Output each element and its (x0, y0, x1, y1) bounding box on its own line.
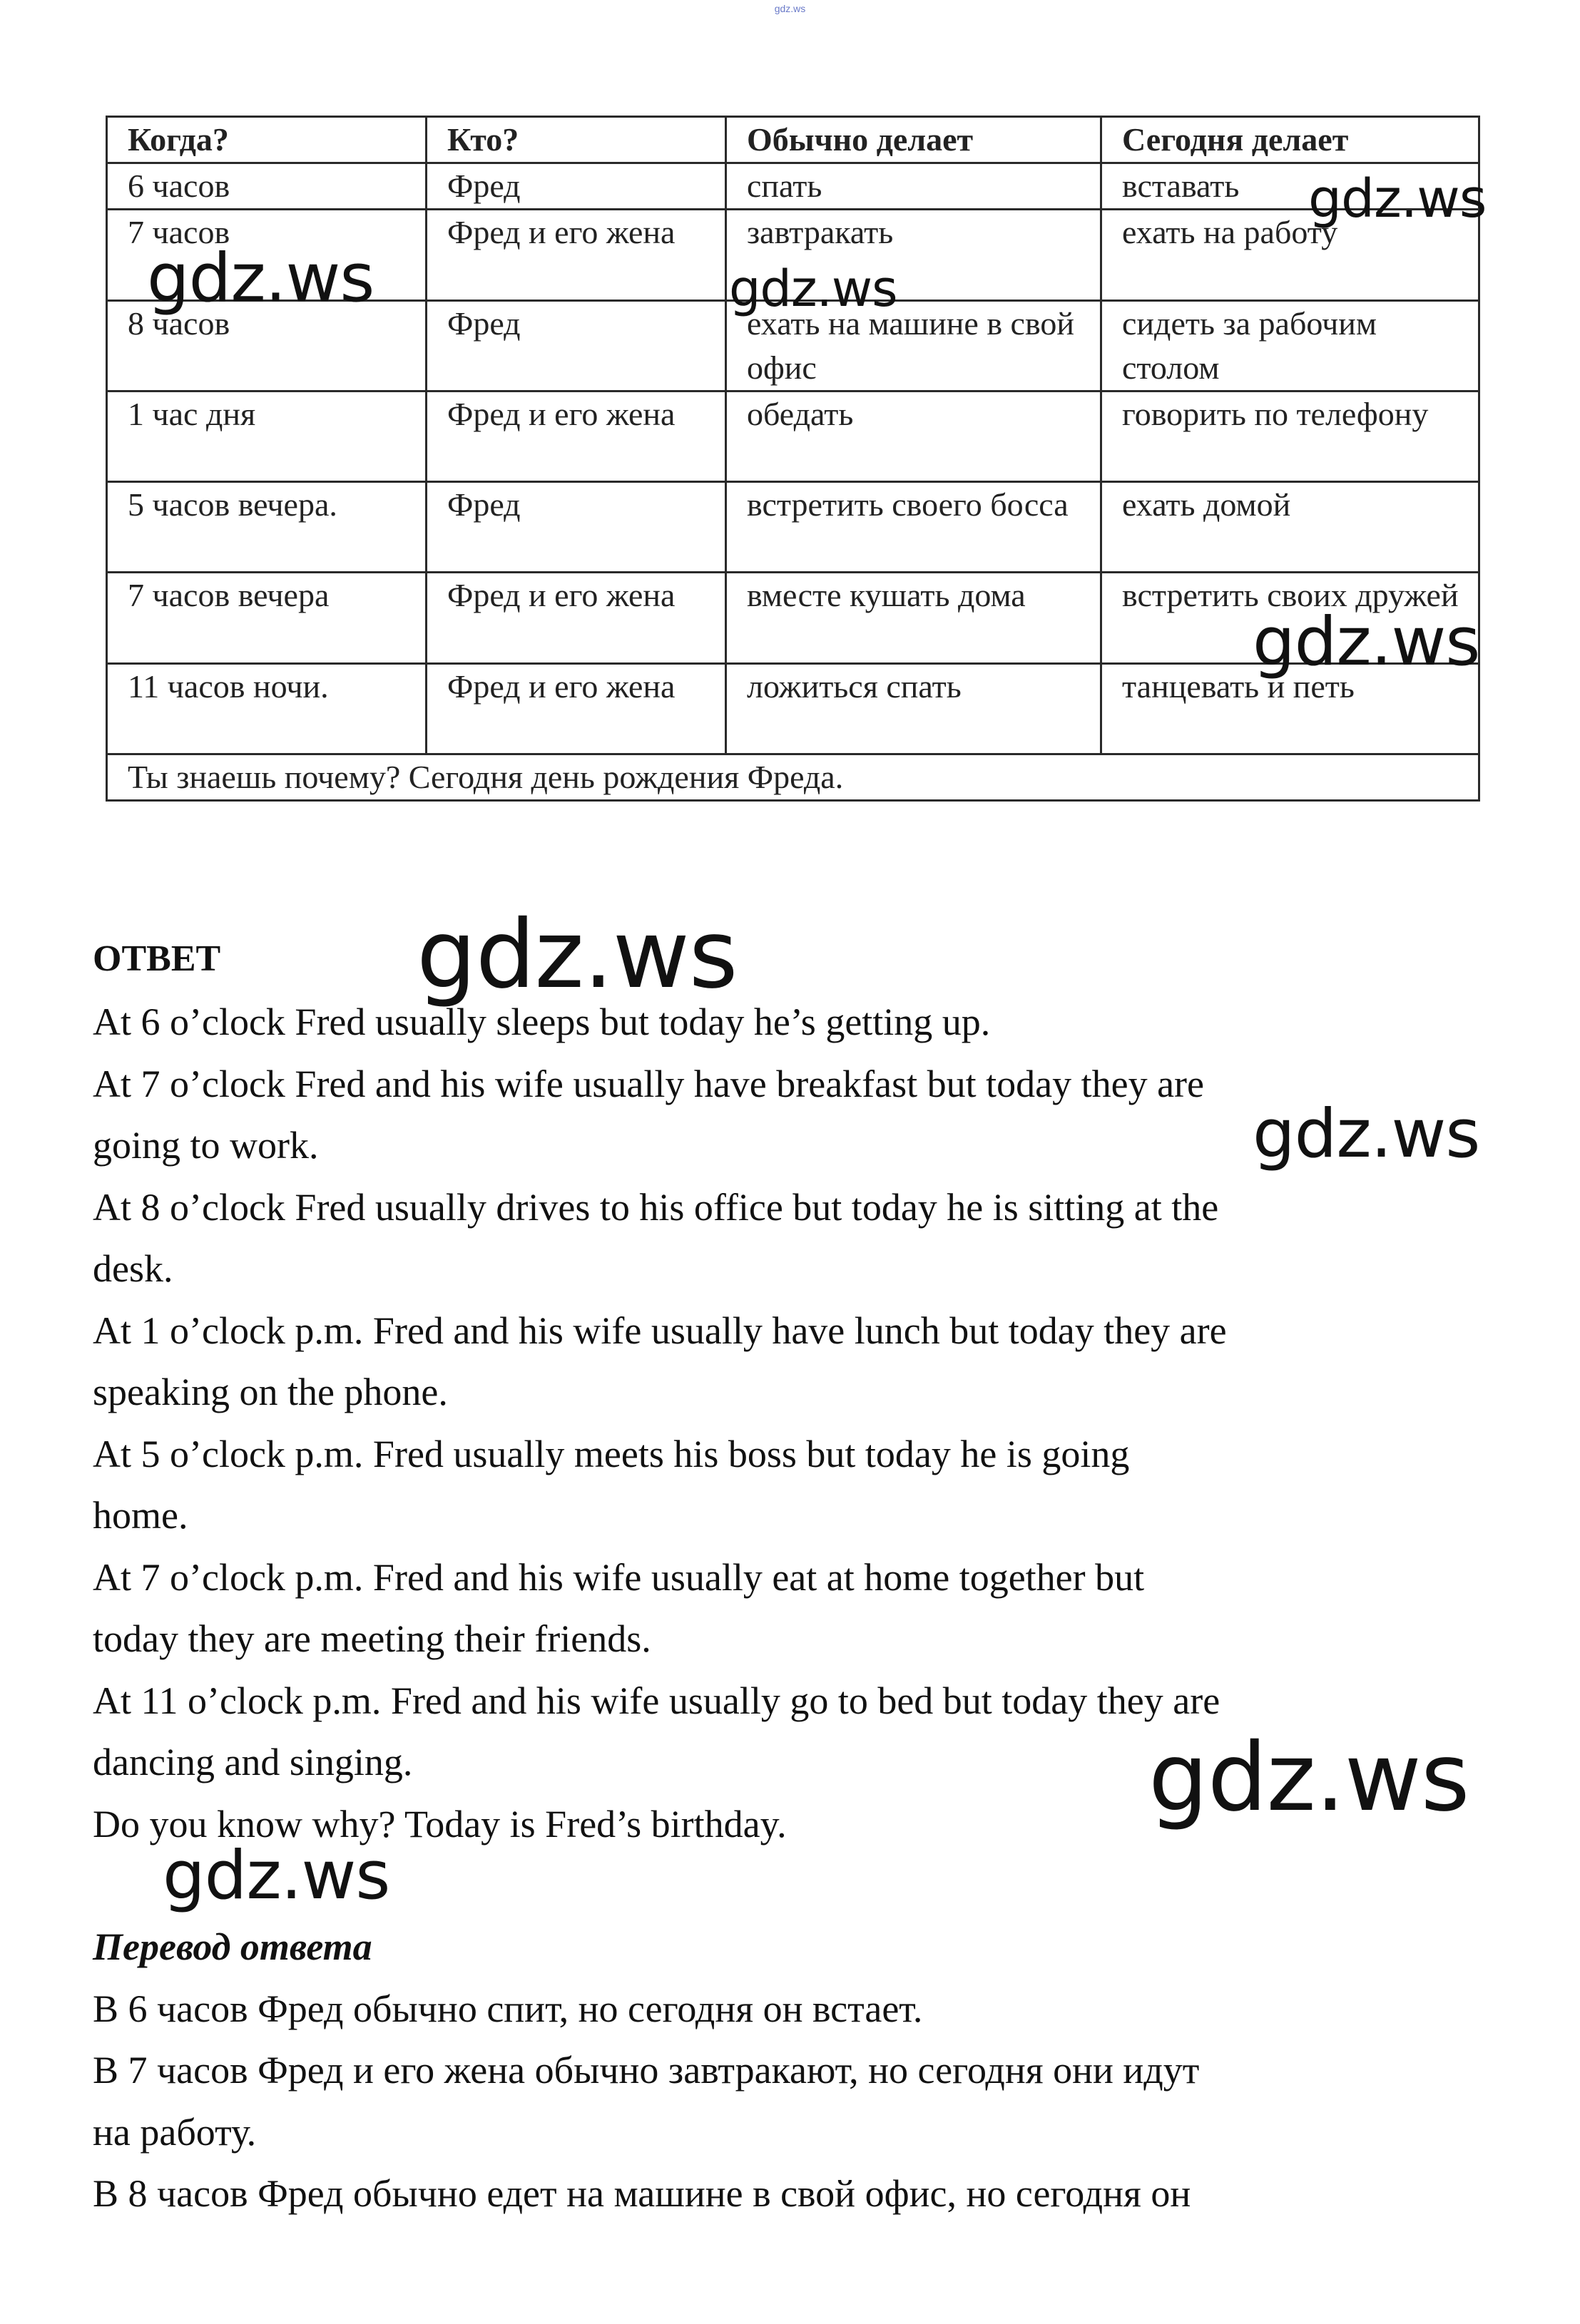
table-row (107, 391, 1479, 481)
top-watermark: gdz.ws (774, 3, 806, 14)
table-row (107, 163, 1479, 210)
translation-line: В 6 часов Фред обычно спит, но сегодня он встает. (93, 1987, 923, 2030)
table-header-row (107, 117, 1479, 163)
cell-when: 1 час дня (107, 391, 427, 481)
schedule-table-image (106, 116, 1478, 802)
cell-when: 7 часов (107, 210, 427, 300)
answer-line: home. (93, 1494, 188, 1537)
answer-line: speaking on the phone. (93, 1371, 448, 1413)
cell-who: Фред (427, 300, 726, 391)
watermark: gdz.ws (417, 900, 738, 1010)
cell-today: вставать (1101, 163, 1479, 210)
answer-line: today they are meeting their friends. (93, 1617, 651, 1660)
header-when: Когда? (107, 117, 427, 163)
answer-line: At 7 o’clock p.m. Fred and his wife usually eat at home together but (93, 1555, 1145, 1599)
schedule-table (106, 116, 1480, 802)
answer-line: desk. (93, 1247, 173, 1290)
answer-section (93, 927, 1448, 2225)
header-today: Сегодня делает (1101, 117, 1479, 163)
watermark: gdz.ws (1253, 603, 1480, 681)
cell-today: ехать домой (1101, 482, 1479, 573)
translation-line: В 8 часов Фред обычно едет на машине в свой офис, но сегодня он (93, 2172, 1191, 2215)
cell-usually: обедать (726, 391, 1101, 481)
cell-today: сидеть за рабочим столом (1101, 300, 1479, 391)
cell-who: Фред и его жена (427, 210, 726, 300)
table-footer-row (107, 754, 1479, 800)
cell-who: Фред и его жена (427, 663, 726, 754)
answer-line: At 6 o’clock Fred usually sleeps but today he’s getting up. (93, 1000, 991, 1043)
answer-line: At 1 o’clock p.m. Fred and his wife usually have lunch but today they are (93, 1309, 1227, 1352)
cell-when: 8 часов (107, 300, 427, 391)
cell-when: 11 часов ночи. (107, 663, 427, 754)
translation-line: на работу. (93, 2110, 257, 2154)
answer-line: Do you know why? Today is Fred’s birthday. (93, 1802, 787, 1846)
answer-heading: ОТВЕТ (93, 938, 221, 979)
watermark: gdz.ws (729, 260, 897, 318)
cell-usually: спать (726, 163, 1101, 210)
answer-line: At 7 o’clock Fred and his wife usually have breakfast but today they are (93, 1062, 1205, 1105)
header-who: Кто? (427, 117, 726, 163)
cell-usually: встретить своего босса (726, 482, 1101, 573)
answer-line: At 8 o’clock Fred usually drives to his office but today he is sitting at the (93, 1185, 1219, 1229)
table-row (107, 482, 1479, 573)
answer-line: dancing and singing. (93, 1741, 413, 1783)
cell-when: 7 часов вечера (107, 573, 427, 663)
cell-today: танцевать и петь (1101, 663, 1479, 754)
answer-line: going to work. (93, 1124, 319, 1167)
cell-when: 6 часов (107, 163, 427, 210)
answer-line: At 11 o’clock p.m. Fred and his wife usually go to bed but today they are (93, 1679, 1220, 1722)
watermark: gdz.ws (1308, 168, 1487, 230)
watermark: gdz.ws (1253, 1095, 1480, 1173)
translation-heading: Перевод ответа (93, 1925, 372, 1968)
cell-who: Фред и его жена (427, 573, 726, 663)
translation-line: В 7 часов Фред и его жена обычно завтракают, но сегодня они идут (93, 2049, 1200, 2092)
cell-usually: ехать на машине в свой офис (726, 300, 1101, 391)
table-footer: Ты знаешь почему? Сегодня день рождения Фреда. (107, 754, 1479, 800)
cell-today: ехать на работу (1101, 210, 1479, 300)
cell-who: Фред и его жена (427, 391, 726, 481)
cell-who: Фред (427, 482, 726, 573)
answer-line: At 5 o’clock p.m. Fred usually meets his boss but today he is going (93, 1432, 1130, 1475)
cell-when: 5 часов вечера. (107, 482, 427, 573)
watermark: gdz.ws (1148, 1723, 1469, 1833)
watermark: gdz.ws (147, 240, 374, 317)
cell-who: Фред (427, 163, 726, 210)
watermark: gdz.ws (163, 1837, 390, 1915)
cell-usually: вместе кушать дома (726, 573, 1101, 663)
header-usually: Обычно делает (726, 117, 1101, 163)
cell-today: говорить по телефону (1101, 391, 1479, 481)
cell-today: встретить своих дружей (1101, 573, 1479, 663)
cell-usually: ложиться спать (726, 663, 1101, 754)
cell-usually: завтракать (726, 210, 1101, 300)
